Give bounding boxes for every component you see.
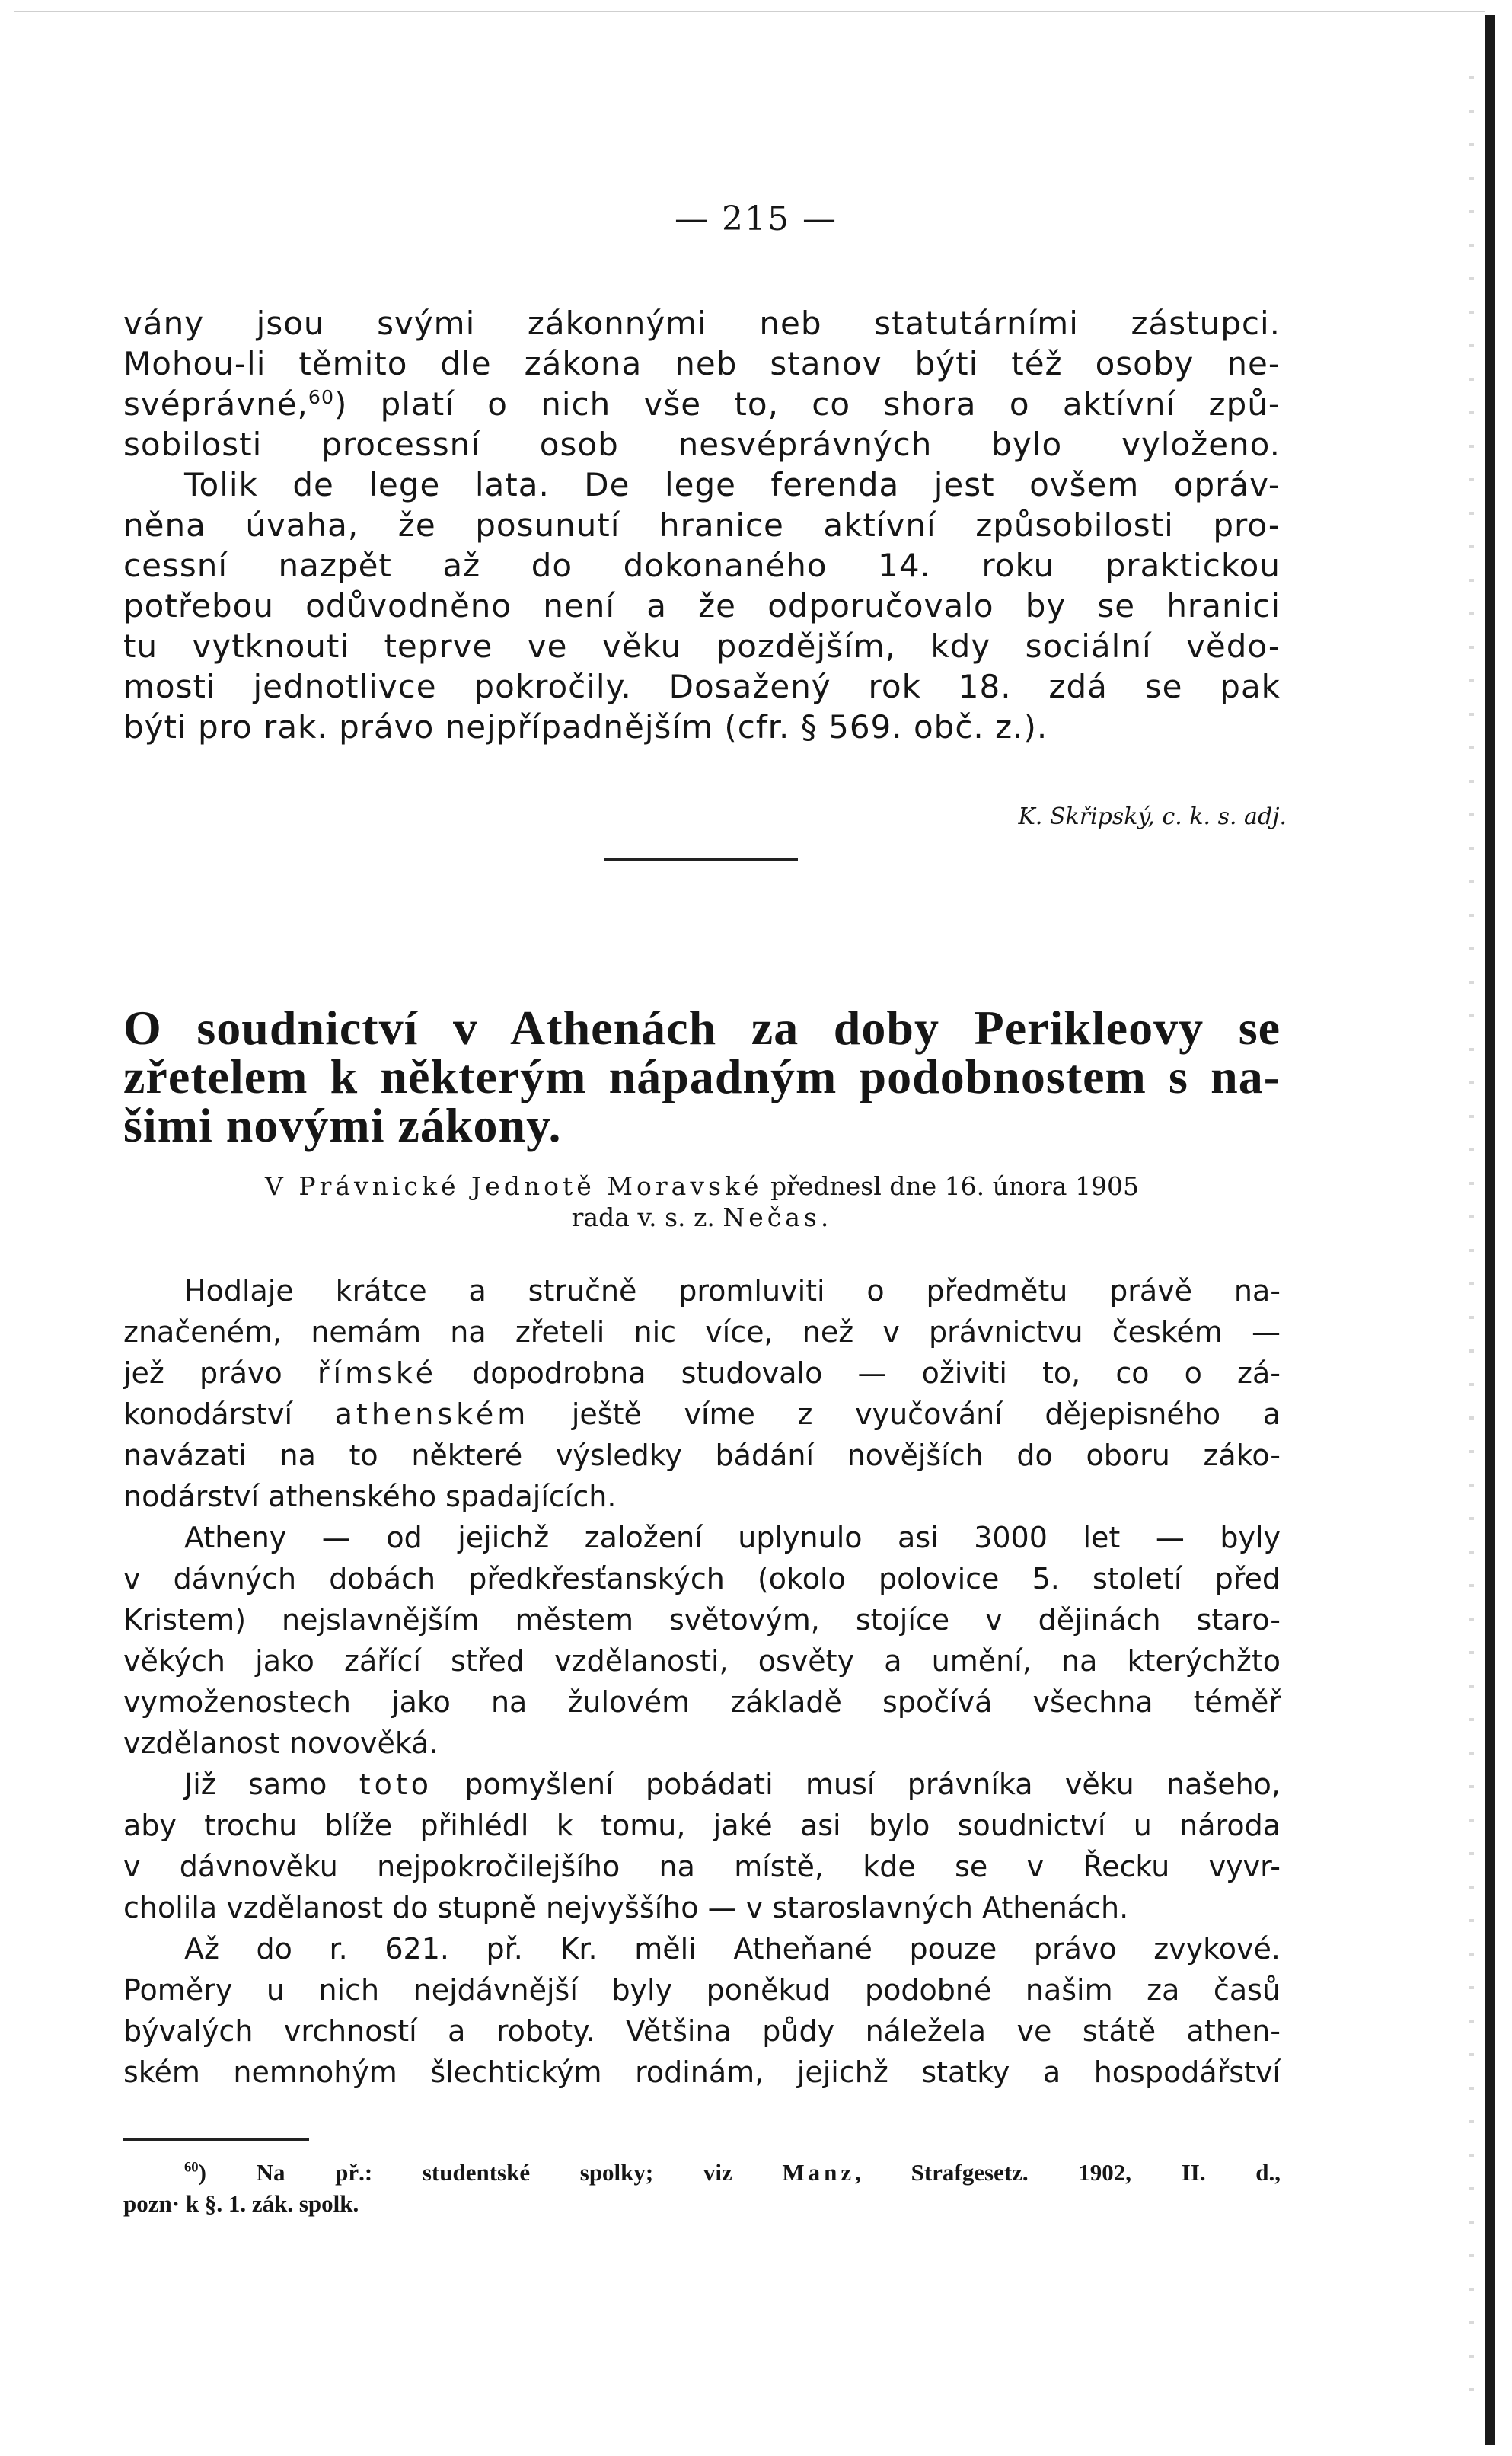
subtitle-line [123,1202,1281,1233]
text-fragment: ještě víme z vyučování dějepisného a [529,1397,1281,1431]
emphasis: toto [359,1768,433,1801]
text-line: Mohou-li těmito dle zákona neb stanov býti též osoby ne- [123,345,1281,382]
article-body [123,1270,1281,2093]
subtitle-text: rada v. s. z. [571,1202,715,1232]
text-line: navázati na to některé výsledky bádání novějších do oboru záko- [123,1439,1281,1472]
subtitle-line [123,1171,1281,1202]
subtitle-text: přednesl dne 16. února 1905 [770,1171,1139,1201]
text-line: něna úvaha, že posunutí hranice aktívní způsobilosti pro- [123,506,1281,544]
scan-edge-bar [1485,15,1495,2445]
text-line: značeném, nemám na zřeteli nic více, než v právnictvu českém — [123,1315,1281,1349]
text-line: Poměry u nich nejdávnější byly poněkud podobné našim za časů [123,1973,1281,2007]
text-line: Atheny — od jejichž založení uplynulo asi 3000 let — byly [184,1521,1281,1554]
text-line: nodárství athenského spadajících. [123,1480,617,1513]
text-line: ském nemnohým šlechtickým rodinám, jejichž statky a hospodářství [123,2055,1281,2089]
text-line [123,384,1281,424]
text-line: v dávnověku nejpokročilejšího na místě, kde se v Řecku vyvr- [123,1850,1281,1883]
text-fragment: svéprávné, [123,385,308,423]
text-fragment: pomyšlení pobádati musí právníka věku našeho, [432,1768,1281,1801]
footnote-line: pozn· k §. 1. zák. spolk. [123,2190,359,2217]
text-line: věkých jako zářící střed vzdělanosti, osvěty a umění, na kterýchžto [123,1644,1281,1678]
text-line [123,1764,1281,1805]
text-line: Kristem) nejslavnějším městem světovým, stojíce v dějinách staro- [123,1603,1281,1637]
author-name: Manz [782,2159,856,2186]
footnote-line [123,2157,1281,2188]
section-divider [604,858,798,861]
text-fragment: ) Na př.: studentské spolky; viz [198,2159,783,2186]
text-line: Až do r. 621. př. Kr. měli Atheňané pouze právo zvykové. [184,1932,1281,1966]
emphasis: římské [317,1356,437,1390]
text-fragment: , Strafgesetz. 1902, II. d., [855,2159,1281,2186]
top-paragraph [123,303,1281,747]
text-line: Tolik de lege lata. De lege ferenda jest ovšem opráv- [184,466,1281,503]
text-line: býti pro rak. právo nejpřípadnějším (cfr. § 569. obč. z.). [123,708,1048,746]
text-line: bývalých vrchností a roboty. Většina půdy náležela ve státě athen- [123,2014,1281,2048]
text-line: cessní nazpět až do dokonaného 14. roku praktickou [123,547,1281,584]
text-line: aby trochu blíže přihlédl k tomu, jaké asi bylo soudnictví u národa [123,1809,1281,1842]
author-signature: K. Skřipský, c. k. s. adj. [1018,803,1287,830]
text-line: vzdělanost novověká. [123,1726,439,1760]
footnote-marker: 60 [184,2159,199,2176]
text-fragment: jež právo [123,1356,317,1390]
page-number: — 215 — [675,200,837,238]
text-line [123,1394,1281,1435]
text-line: vymoženostech jako na žulovém základě spočívá všechna téměř [123,1685,1281,1719]
text-line: potřebou odůvodněno není a že odporučovalo by se hranici [123,587,1281,624]
text-fragment: dopodrobna studovalo — oživiti to, co o zá- [436,1356,1281,1390]
footnote-rule [123,2138,309,2141]
author-name: Nečas. [723,1202,833,1232]
text-line: cholila vzdělanost do stupně nejvyššího — v staroslavných Athenách. [123,1891,1129,1924]
society-name: V Právnické Jednotě Moravské [265,1171,763,1201]
text-line: Hodlaje krátce a stručně promluviti o předmětu právě na- [184,1274,1281,1308]
text-fragment: konodárství [123,1397,335,1431]
title-line: O soudnictví v Athenách za doby Perikleovy se [123,1001,1281,1055]
title-line: zřetelem k některým nápadným podobnostem s na- [123,1049,1281,1103]
text-line: v dávných dobách předkřesťanských (okolo polovice 5. století před [123,1562,1281,1595]
article-title [123,1001,1281,1152]
text-line: mosti jednotlivce pokročily. Dosažený rok 18. zdá se pak [123,668,1281,705]
emphasis: athenském [334,1397,530,1431]
text-line: vány jsou svými zákonnými neb statutárními zástupci. [123,305,1281,342]
text-line: tu vytknouti teprve ve věku pozdějším, kdy sociální vědo- [123,628,1281,665]
text-line [123,1353,1281,1394]
page-edge-strip [1469,46,1474,2422]
text-fragment: ) platí o nich vše to, co shora o aktívní způ- [333,385,1281,423]
article-subtitle [123,1171,1281,1233]
footnote-ref: 60 [308,386,334,408]
footnote [123,2157,1281,2219]
text-fragment: Již samo [184,1768,359,1801]
title-line: šimi novými zákony. [123,1098,562,1152]
text-line: sobilosti processní osob nesvéprávných bylo vyloženo. [123,426,1281,463]
